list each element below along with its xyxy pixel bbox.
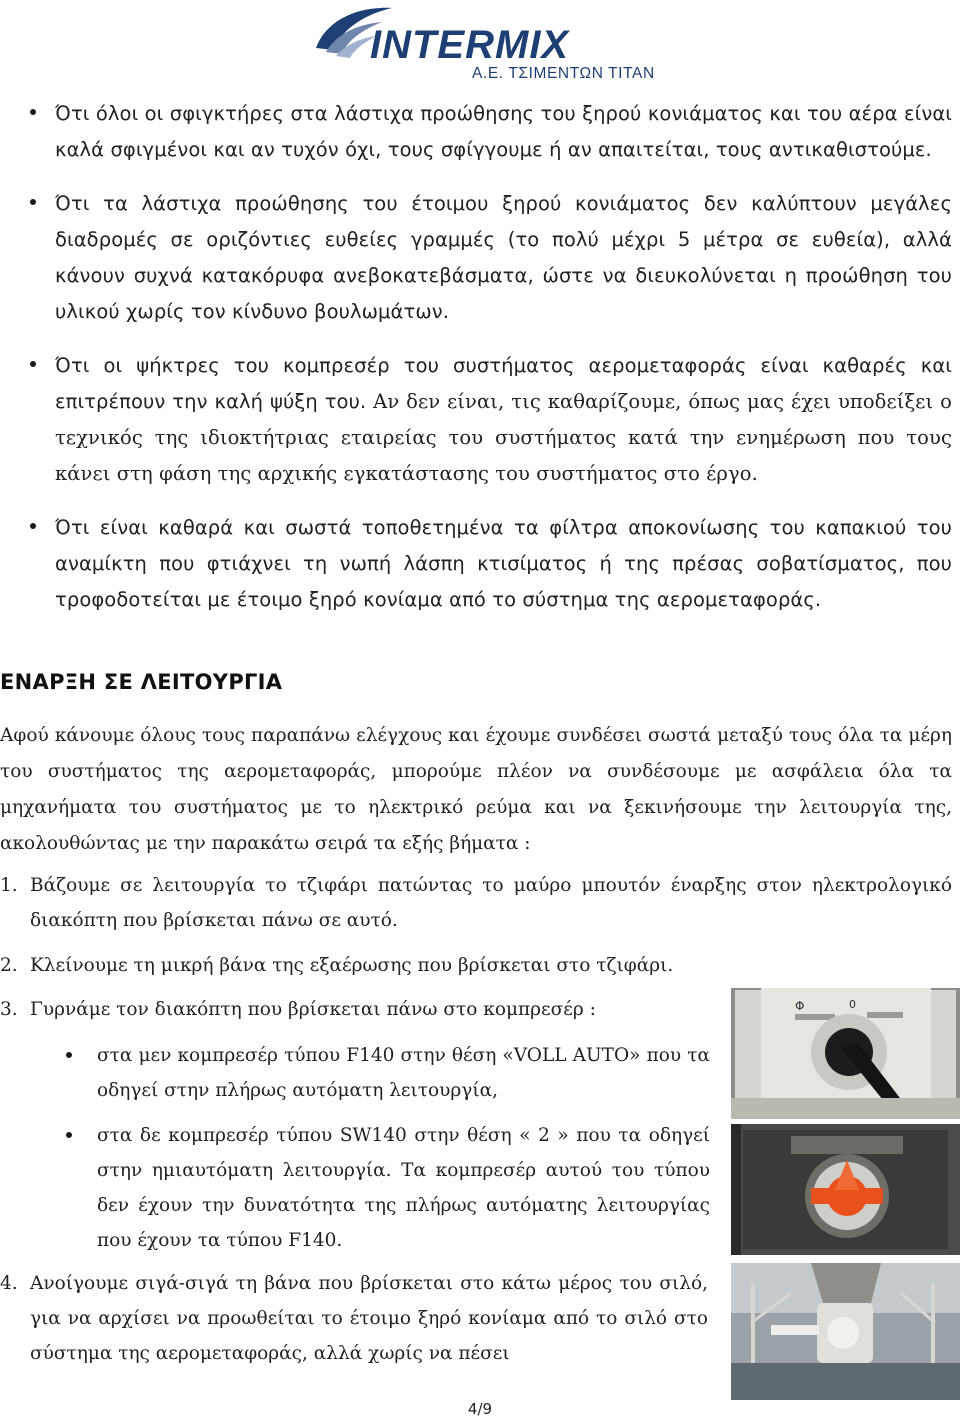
step-number: 1. [0, 875, 18, 896]
bullet-icon [66, 1132, 72, 1138]
step-2 [0, 948, 952, 983]
page-number: 4/9 [467, 1400, 493, 1418]
switch-label-zero: 0 [849, 998, 856, 1011]
check-text: Ότι όλοι οι σφιγκτήρες στα λάστιχα προώθησης του ξηρού κονιάματος και του αέρα είναι καλά σφιγμένοι και αν τυχόν όχι, τους σφίγγουμε ή αν απαιτείται, τους αντικαθιστούμε. [55, 102, 952, 161]
bullet-icon [30, 199, 36, 205]
section-title: ΕΝΑΡΞΗ ΣΕ ΛΕΙΤΟΥΡΓΙΑ [0, 670, 283, 694]
step-number: 2. [0, 955, 18, 976]
checks-list [0, 96, 960, 636]
check-text: Ότι τα λάστιχα προώθησης του έτοιμου ξηρού κονιάματος δεν καλύπτουν μεγάλες διαδρομές σε οριζόντιες ευθείες γραμμές (το πολύ μέχρι 5 μέτρα σε ευθεία), αλλά κάνουν συχνά κατακόρυφα ανεβοκατεβάσματα, ώστε να διευκολύνεται η προώθηση του υλικού χωρίς τον κίνδυνο βουλωμάτων. [55, 192, 952, 323]
bullet-icon [30, 109, 36, 115]
list-item [0, 510, 960, 618]
photo-f140-switch [731, 988, 960, 1119]
list-item [0, 186, 960, 330]
step-text: Ανοίγουμε σιγά-σιγά τη βάνα που βρίσκεται στο κάτω μέρος του σιλό, για να αρχίσει να προωθείται το έτοιμο ξηρό κονίαμα από το σιλό στο σύστημα της αερομεταφοράς, αλλά χωρίς να πέσει [30, 1273, 708, 1364]
step-text: Κλείνουμε τη μικρή βάνα της εξαέρωσης που βρίσκεται στο τζιφάρι. [30, 955, 674, 976]
switch-label-phi: Φ [795, 999, 805, 1013]
check-text-part-a: Ότι οι ψήκτρες του κομπρεσέρ του συστήματος αερομεταφοράς είναι καθαρές και επιτρέπουν την καλή ψύξη του. [55, 354, 952, 413]
option-text: στα δε κομπρεσέρ τύπου SW140 στην θέση « 2 » που τα οδηγεί στην ημιαυτόματη λειτουργία. Τα κομπρεσέρ αυτού του τύπου δεν έχουν την δυνατότητα της πλήρως αυτόματης λειτουργίας που έχουν τα τύπου F140. [97, 1125, 710, 1251]
check-text-part-b: Αν δεν είναι, τις καθαρίζουμε, όπως μας έχει υποδείξει ο τεχνικός της ιδιοκτήτριας εταιρείας του συστήματος κατά την ενημέρωση που τους κάνει στη φάση της αρχικής εγκατάστασης του συστήματος στο έργο. [55, 390, 952, 485]
step-3 [0, 992, 700, 1027]
list-item [0, 348, 960, 492]
photo-sw140-switch [731, 1124, 960, 1255]
intermix-logo [296, 0, 664, 82]
logo-subtitle: Α.Ε. ΤΣΙΜΕΝΤΩΝ ΤΙΤΑΝ [472, 65, 655, 82]
logo-wordmark: INTERMIX [370, 23, 570, 67]
option-text: στα μεν κομπρεσέρ τύπου F140 στην θέση «VOLL AUTO» που τα οδηγεί στην πλήρως αυτόματη λειτουργία, [97, 1045, 710, 1101]
section-intro: Αφού κάνουμε όλους τους παραπάνω ελέγχους και έχουμε συνδέσει σωστά μεταξύ τους όλα τα μέρη του συστήματος της αερομεταφοράς, μπορούμε πλέον να συνδέσουμε με ασφάλεια όλα τα μηχανήματα του συστήματος με το ηλεκτρικό ρεύμα και να ξεκινήσουμε την λειτουργία της, ακολουθώντας με την παρακάτω σειρά τα εξής βήματα : [0, 725, 952, 854]
bullet-icon [30, 523, 36, 529]
bullet-icon [66, 1052, 72, 1058]
step-number: 3. [0, 999, 18, 1020]
list-item [0, 96, 960, 168]
step-number: 4. [0, 1273, 18, 1294]
step-1 [0, 868, 952, 938]
bullet-icon [30, 361, 36, 367]
check-text: Ότι είναι καθαρά και σωστά τοποθετημένα τα φίλτρα αποκονίωσης του καπακιού του αναμίκτη που φτιάχνει τη νωπή λάσπη κτισίματος ή της πρέσας σοβατίσματος, που τροφοδοτείται με έτοιμο ξηρό κονίαμα από το σύστημα της αερομεταφοράς. [55, 516, 952, 611]
check-text [55, 348, 952, 492]
step-4 [0, 1266, 708, 1371]
step3-option-sw140 [0, 1118, 710, 1258]
step-text: Βάζουμε σε λειτουργία το τζιφάρι πατώντας το μαύρο μπουτόν έναρξης στον ηλεκτρολογικό διακόπτη που βρίσκεται πάνω σε αυτό. [30, 875, 952, 931]
photo-silo-valve [731, 1263, 960, 1400]
step3-option-f140 [0, 1038, 710, 1108]
step-text: Γυρνάμε τον διακόπτη που βρίσκεται πάνω στο κομπρεσέρ : [30, 999, 596, 1020]
